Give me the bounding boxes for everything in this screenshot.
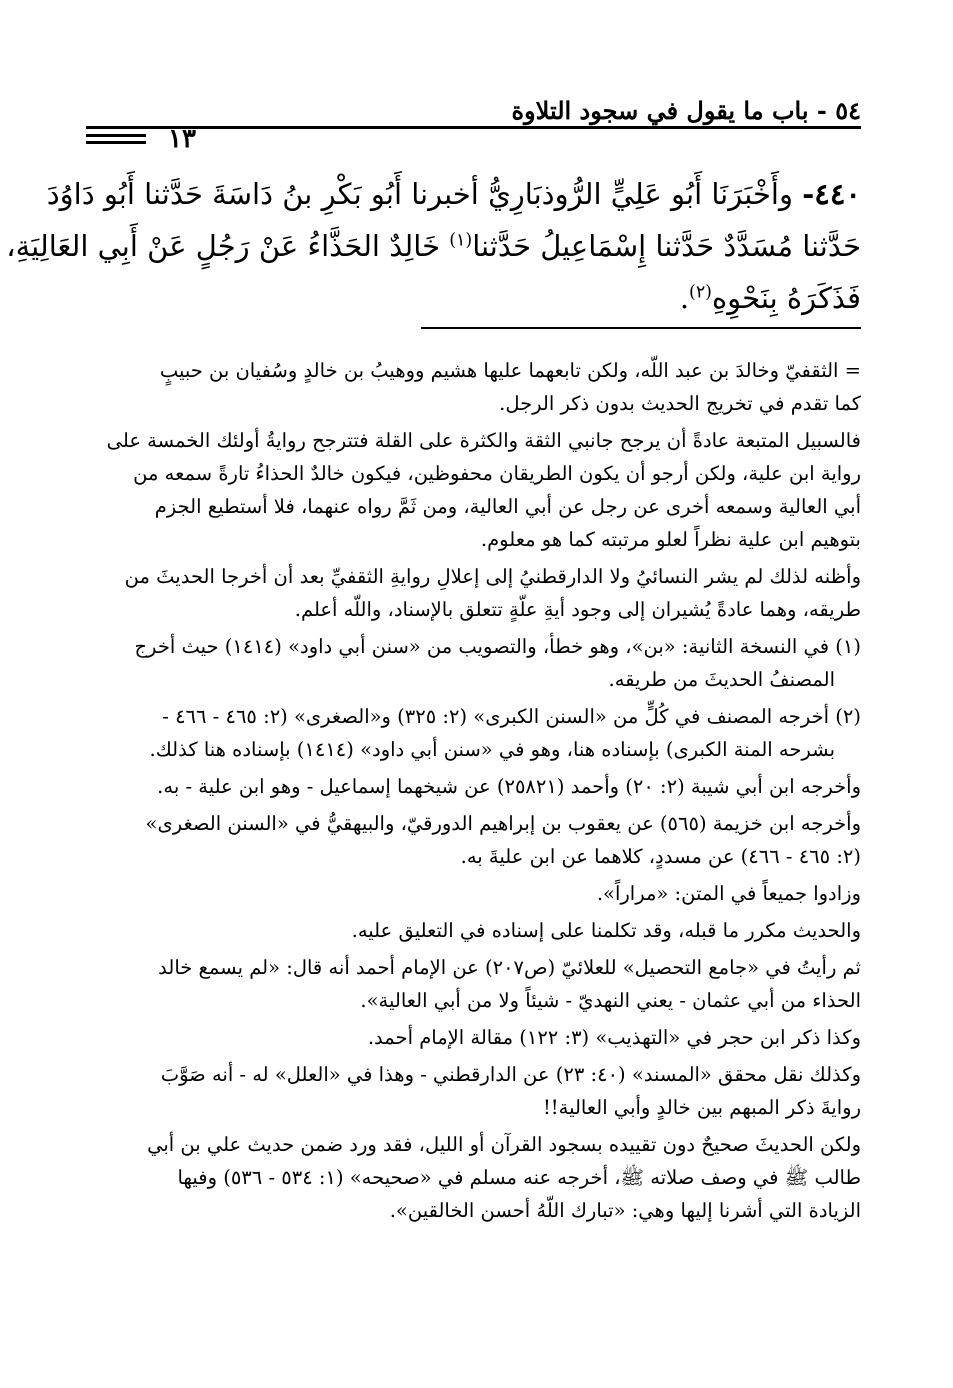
footnote-paragraph: [86, 951, 861, 1017]
page-number: ١٣: [168, 124, 196, 154]
hadith-text: [6, 168, 861, 324]
footnote-paragraph: [86, 807, 861, 873]
footnote-line: بشرحه المنة الكبرى) بإسناده هنا، وهو في «سنن أبي داود» (١٤١٤) بإسناده هنا كذلك.: [149, 738, 835, 761]
footnote-line: = الثقفيّ وخالدَ بن عبد اللّه، ولكن تابعهما عليها هشيم ووهيبُ بن خالدٍ وسُفيان بن حبيبٍ: [159, 359, 861, 382]
hadith-line-2: [6, 220, 861, 272]
header-rule: [86, 126, 861, 129]
footnote-paragraph: [86, 770, 861, 803]
footnotes: [86, 354, 861, 1231]
footnote-line: والحديث مكرر ما قبله، وقد تكلمنا على إسناده في التعليق عليه.: [351, 919, 861, 942]
footnote-paragraph: [86, 1021, 861, 1054]
footnote-paragraph: [86, 914, 861, 947]
footnote-line: الزيادة التي أشرنا إليها وهي: «تبارك اللّهُ أحسن الخالقين».: [389, 1199, 861, 1222]
footnote-separator: [421, 327, 861, 329]
hadith-line-1: [46, 168, 861, 220]
footnote-line: رواية ابن علية، ولكن أرجو أن يكون الطريقان محفوظين، فيكون خالدٌ الحذاءُ تارةً سمعه من: [133, 462, 861, 485]
footnote-line: الحذاء من أبي عثمان - يعني النهديّ - شيئاً ولا من أبي العالية».: [360, 989, 861, 1012]
footnote-line: فالسبيل المتبعة عادةً أن يرجح جانبي الثقة والكثرة على القلة فتترجح روايةُ أولئك الخمسة على: [106, 429, 861, 452]
footnote-line: روايةَ ذكر المبهم بين خالدٍ وأبي العالية!!: [542, 1096, 861, 1119]
footnote-line: بتوهيم ابن علية نظراً لعلو مرتبته كما هو معلوم.: [480, 528, 861, 551]
footnote-paragraph: [86, 700, 861, 766]
hadith-end-period: .: [679, 281, 690, 315]
footnote-line: طريقه، وهما عادةً يُشيران إلى وجود أيةِ علّةٍ تتعلق بالإسناد، واللّه أعلم.: [294, 598, 861, 621]
footnote-paragraph: [86, 354, 861, 420]
double-rule-mark: [86, 134, 146, 148]
hadith-line-3-text: فَذَكَرَهُ بِنَحْوِهِ: [711, 281, 861, 315]
footnote-line: وكذا ذكر ابن حجر في «التهذيب» (٣: ١٢٢) مقالة الإمام أحمد.: [367, 1026, 861, 1049]
footnote-line: وأظنه لذلك لم يشر النسائيُ ولا الدارقطنيُ إلى إعلالِ روايةِ الثقفيِّ بعد أن أخرجا الحديثَ من: [124, 565, 861, 588]
footnote-line: وكذلك نقل محقق «المسند» (٤٠: ٢٣) عن الدارقطني - وهذا في «العلل» له - أنه صَوَّبَ: [160, 1063, 861, 1086]
footnote-paragraph: [86, 560, 861, 626]
footnote-ref-2[interactable]: (٢): [689, 282, 712, 303]
footnote-line: (٢) أخرجه المصنف في كُلٍّ من «السنن الكبرى» (٢: ٣٢٥) و«الصغرى» (٢: ٤٦٥ - ٤٦٦ -: [162, 705, 861, 728]
chapter-title: ٥٤ - باب ما يقول في سجود التلاوة: [511, 96, 861, 125]
footnote-line: وأخرجه ابن أبي شيبة (٢: ٢٠) وأحمد (٢٥٨٢١) عن شيخهما إسماعيل - وهو ابن علية - به.: [157, 775, 861, 798]
footnote-paragraph: [86, 1058, 861, 1124]
footnote-line: وأخرجه ابن خزيمة (٥٦٥) عن يعقوب بن إبراهيم الدورقيّ، والبيهقيُّ في «السنن الصغرى»: [145, 812, 861, 835]
footnote-line: وزادوا جميعاً في المتن: «مراراً».: [596, 882, 861, 905]
hadith-number: ٤٤٠-: [802, 177, 861, 211]
footnote-line: ثم رأيتُ في «جامع التحصيل» للعلائيّ (ص٢٠٧) عن الإمام أحمد أنه قال: «لم يسمع خالد: [158, 956, 861, 979]
hadith-line-2a-text: حَدَّثنا مُسَدَّدٌ حَدَّثنا إِسْمَاعِيلُ حَدَّثنا: [472, 229, 861, 263]
footnote-paragraph: [86, 424, 861, 556]
hadith-line-2b-text: خَالِدٌ الحَذَّاءُ عَنْ رَجُلٍ عَنْ أَبِي العَالِيَةِ،: [6, 229, 441, 263]
footnote-ref-1[interactable]: (١): [449, 230, 473, 251]
footnote-line: ولكن الحديثَ صحيحٌ دون تقييده بسجود القرآن أو الليل، فقد ورد ضمن حديث علي بن أبي: [147, 1133, 861, 1156]
footnote-line: المصنفُ الحديثَ من طريقه.: [608, 668, 835, 691]
footnote-paragraph: [86, 877, 861, 910]
footnote-paragraph: [86, 1128, 861, 1227]
hadith-line-3: [86, 272, 861, 324]
footnote-line: (٢: ٤٦٥ - ٤٦٦) عن مسددٍ، كلاهما عن ابن عليةَ به.: [460, 845, 861, 868]
footnote-line: كما تقدم في تخريج الحديث بدون ذكر الرجل.: [499, 392, 861, 415]
footnote-paragraph: [86, 630, 861, 696]
footnote-line: طالب ﷺ في وصف صلاته ﷺ، أخرجه عنه مسلم في «صحيحه» (١: ٥٣٤ - ٥٣٦) وفيها: [177, 1166, 861, 1189]
footnote-line: أبي العالية وسمعه أخرى عن رجل عن أبي العالية، ومن ثَمَّ رواه عنهما، فلا أستطيع الجزم: [154, 495, 861, 518]
hadith-line-1-text: وأَخْبَرَنَا أَبُو عَلِيٍّ الرُّوذبَارِيُّ أخبرنا أَبُو بَكْرِ بنُ دَاسَةَ حَدَّثنا أَبُو دَاوُدَ: [46, 177, 793, 211]
footnote-line: (١) في النسخة الثانية: «بن»، وهو خطأ، والتصويب من «سنن أبي داود» (١٤١٤) حيث أخرج: [134, 635, 861, 658]
